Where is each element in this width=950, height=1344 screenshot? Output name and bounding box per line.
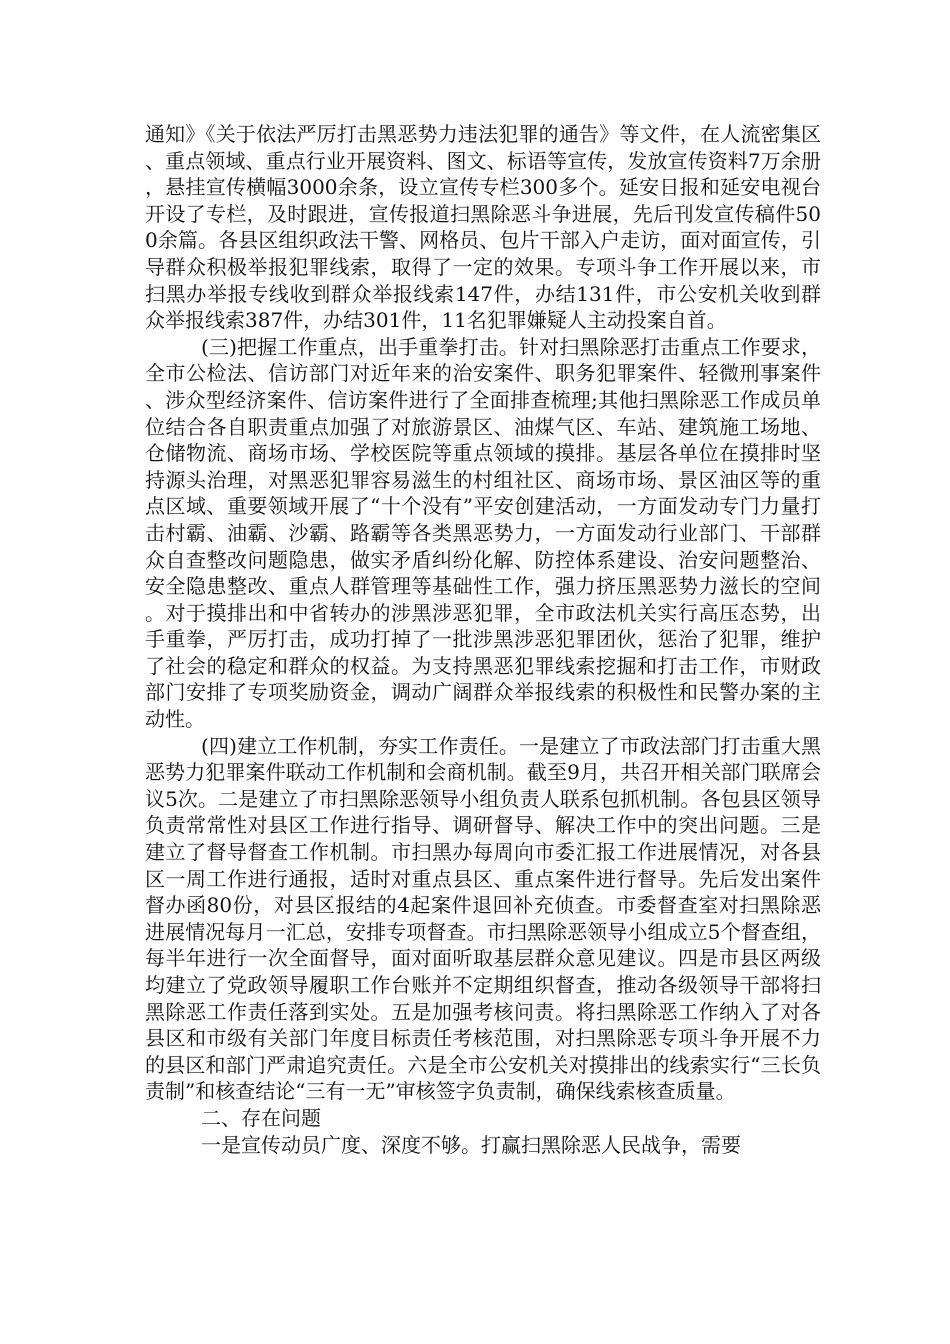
paragraph-section-four: (四)建立工作机制，夯实工作责任。一是建立了市政法部门打击重大黑恶势力犯罪案件联动工作机制和会商机制。截至9月，共召开相关部门联席会议5次。二是建立了市扫黑除恶领导小组负责人联系包抓机制。各包县区领导负责常常性对县区工作进行指导、调研督导、解决工作中的突出问题。三是建立了督导督查工作机制。市扫黑办每周向市委汇报工作进展情况，对各县区一周工作进行通报，适时对重点县区、重点案件进行督导。先后发出案件督办函80份，对县区报结的4起案件退回补充侦查。市委督查室对扫黑除恶进展情况每月一汇总，安排专项督查。市扫黑除恶领导小组成立5个督查组，每半年进行一次全面督导，面对面听取基层群众意见建议。四是市县区两级均建立了党政领导履职工作台账并不定期组织督查，推动各级领导干部将扫黑除恶工作责任落到实处。五是加强考核问责。将扫黑除恶工作纳入了对各县区和市级有关部门年度目标责任考核范围，对扫黑除恶专项斗争开展不力的县区和部门严肃追究责任。六是全市公安机关对摸排出的线索实行“三长负责制”和核查结论“三有一无”审核签字负责制，确保线索核查质量。 <box>145 733 821 1104</box>
paragraph-publicity-continued: 通知》《关于依法严厉打击黑恶势力违法犯罪的通告》等文件，在人流密集区、重点领域、重点行业开展资料、图文、标语等宣传，发放宣传资料7万余册，悬挂宣传横幅3000余条，设立宣传专栏300多个。延安日报和延安电视台开设了专栏，及时跟进，宣传报道扫黑除恶斗争进展，先后刊发宣传稿件500余篇。各县区组织政法干警、网格员、包片干部入户走访，面对面宣传，引导群众积极举报犯罪线索，取得了一定的效果。专项斗争工作开展以来，市扫黑办举报专线收到群众举报线索147件，办结131件，市公安机关收到群众举报线索387件，办结301件，11名犯罪嫌疑人主动投案自首。 <box>145 122 821 333</box>
heading-existing-problems: 二、存在问题 <box>201 1105 321 1130</box>
document-body <box>145 121 821 1158</box>
paragraph-section-three: (三)把握工作重点，出手重拳打击。针对扫黑除恶打击重点工作要求，全市公检法、信访部门对近年来的治安案件、职务犯罪案件、轻微刑事案件、涉众型经济案件、信访案件进行了全面排查梳理;其他扫黑除恶工作成员单位结合各自职责重点加强了对旅游景区、油煤气区、车站、建筑施工场地、仓储物流、商场市场、学校医院等重点领域的摸排。基层各单位在摸排时坚持源头治理，对黑恶犯罪容易滋生的村组社区、商场市场、景区油区等的重点区域、重要领域开展了“十个没有”平安创建活动，一方面发动专门力量打击村霸、油霸、沙霸、路霸等各类黑恶势力，一方面发动行业部门、干部群众自查整改问题隐患，做实矛盾纠纷化解、防控体系建设、治安问题整治、安全隐患整改、重点人群管理等基础性工作，强力挤压黑恶势力滋长的空间。对于摸排出和中省转办的涉黑涉恶犯罪，全市政法机关实行高压态势，出手重拳，严厉打击，成功打掉了一批涉黑涉恶犯罪团伙，惩治了犯罪，维护了社会的稳定和群众的权益。为支持黑恶犯罪线索挖掘和打击工作，市财政部门安排了专项奖励资金，调动广阔群众举报线索的积极性和民警办案的主动性。 <box>145 334 821 732</box>
paragraph-problem-one: 一是宣传动员广度、深度不够。打赢扫黑除恶人民战争，需要 <box>201 1132 741 1157</box>
